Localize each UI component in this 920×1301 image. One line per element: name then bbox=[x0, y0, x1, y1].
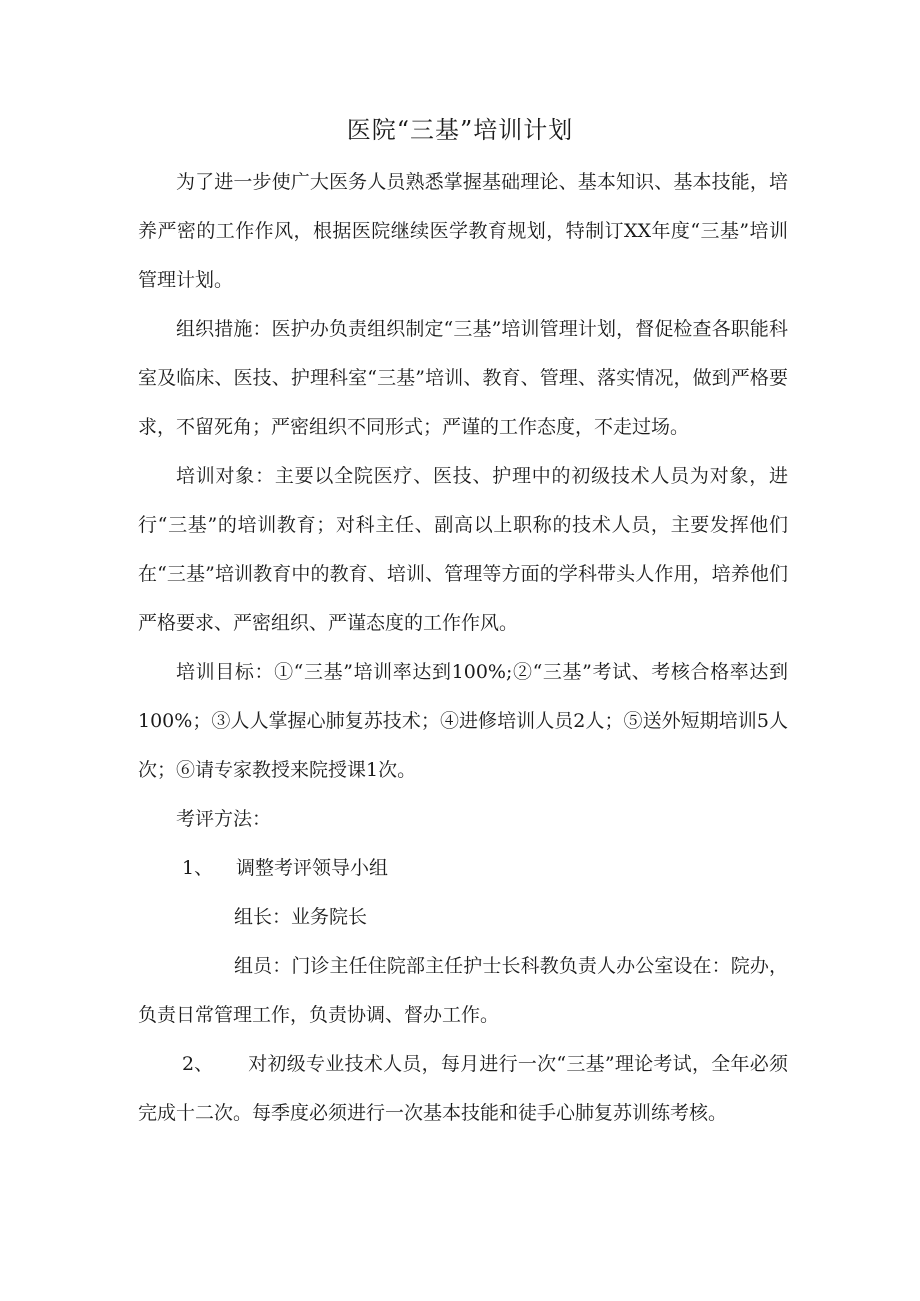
evaluation-heading: 考评方法： bbox=[176, 808, 272, 830]
list-item-2-number: 2、 bbox=[182, 1053, 214, 1075]
targets-paragraph: 培训对象：主要以全院医疗、医技、护理中的初级技术人员为对象，进行“三基”的培训教育；对科主任、副高以上职称的技术人员，主要发挥他们在“三基”培训教育中的教育、培训、管理等方面的学科带头人作用，培养他们严格要求、严密组织、严谨态度的工作作风。 bbox=[138, 465, 788, 634]
list-item-1 bbox=[138, 844, 788, 893]
intro-paragraph: 为了进一步使广大医务人员熟悉掌握基础理论、基本知识、基本技能，培养严密的工作作风，根据医院继续医学教育规划，特制订XX年度“三基”培训管理计划。 bbox=[138, 171, 788, 291]
list-item-1-text: 调整考评领导小组 bbox=[236, 857, 389, 879]
list-item-2-text: 对初级专业技术人员，每月进行一次“三基”理论考试，全年必须完成十二次。每季度必须进行一次基本技能和徒手心肺复苏训练考核。 bbox=[138, 1053, 788, 1124]
group-members-paragraph: 组员：门诊主任住院部主任护士长科教负责人办公室设在：院办，负责日常管理工作，负责协调、督办工作。 bbox=[138, 955, 788, 1026]
document-title: 医院“三基”培训计划 bbox=[346, 116, 574, 144]
list-item-1-number: 1、 bbox=[182, 857, 214, 879]
group-leader-line: 组长：业务院长 bbox=[234, 906, 368, 928]
document-body bbox=[138, 158, 788, 1138]
measures-paragraph: 组织措施：医护办负责组织制定“三基”培训管理计划，督促检查各职能科室及临床、医技、护理科室“三基”培训、教育、管理、落实情况，做到严格要求，不留死角；严密组织不同形式；严谨的工作态度，不走过场。 bbox=[138, 318, 788, 438]
list-item-2 bbox=[138, 1040, 788, 1138]
goals-paragraph: 培训目标：①“三基”培训率达到100%;②“三基”考试、考核合格率达到100%；③人人掌握心肺复苏技术；④进修培训人员2人；⑤送外短期培训5人次；⑥请专家教授来院授课1次。 bbox=[138, 661, 788, 781]
